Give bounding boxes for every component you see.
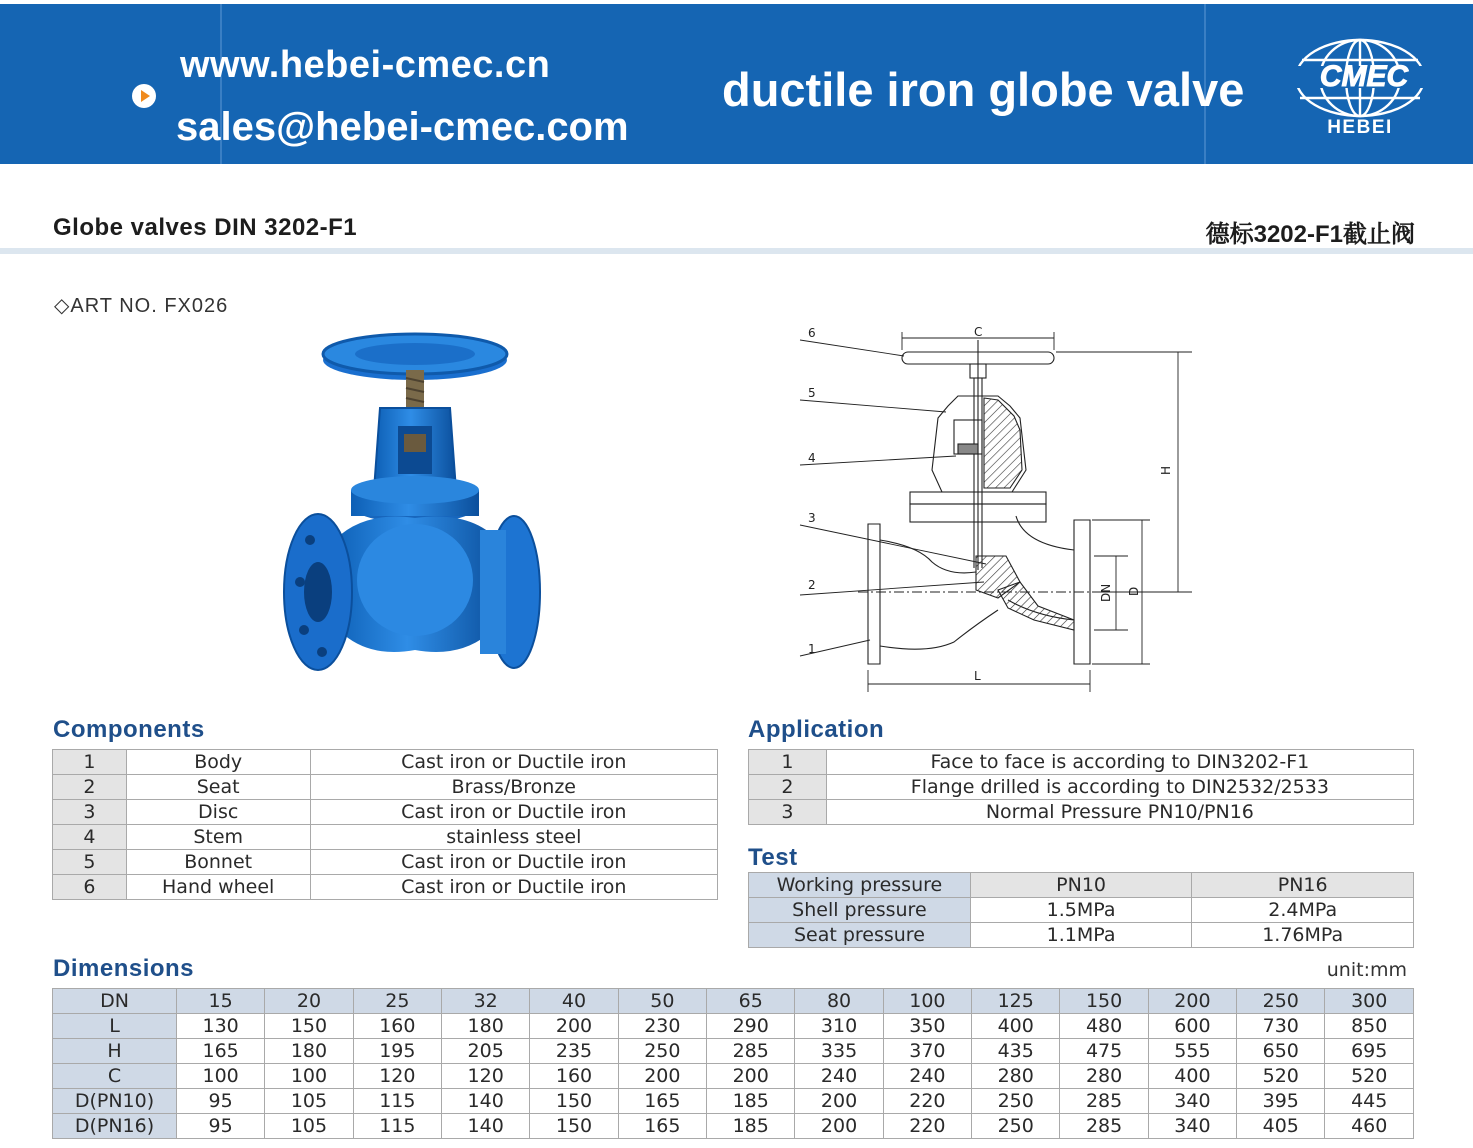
dimension-value-cell: 165 [618, 1089, 706, 1114]
product-title-en: Globe valves DIN 3202-F1 [53, 214, 358, 241]
dn-size-cell: 65 [707, 989, 795, 1014]
part-label-3: 3 [808, 511, 816, 525]
art-number: ◇ART NO. FX026 [54, 295, 229, 317]
table-row [749, 898, 1414, 923]
dim-label-h: H [1159, 465, 1173, 475]
table-row [53, 850, 718, 875]
dn-size-cell: 250 [1237, 989, 1325, 1014]
application-text: Face to face is according to DIN3202-F1 [826, 750, 1413, 775]
component-no: 3 [53, 800, 127, 825]
dim-label-c: C [974, 325, 983, 339]
test-value-cell: 1.5MPa [970, 898, 1192, 923]
dimension-value-cell: 150 [265, 1014, 353, 1039]
dimension-value-cell: 150 [530, 1114, 618, 1139]
dimension-value-cell: 200 [795, 1089, 883, 1114]
test-header-cell: PN10 [970, 873, 1192, 898]
dimension-value-cell: 195 [353, 1039, 441, 1064]
test-value-cell: 2.4MPa [1192, 898, 1414, 923]
dimension-value-cell: 200 [795, 1114, 883, 1139]
application-text: Flange drilled is according to DIN2532/2533 [826, 775, 1413, 800]
dimensions-table [52, 988, 1414, 1139]
component-material: stainless steel [310, 825, 717, 850]
dimension-value-cell: 650 [1237, 1039, 1325, 1064]
dimension-value-cell: 180 [265, 1039, 353, 1064]
dn-size-cell: 150 [1060, 989, 1148, 1014]
test-value-cell: 1.76MPa [1192, 923, 1414, 948]
table-row [53, 1014, 1414, 1039]
page-title: ductile iron globe valve [722, 63, 1245, 116]
part-label-2: 2 [808, 578, 816, 592]
dn-size-cell: 40 [530, 989, 618, 1014]
dn-size-cell: 80 [795, 989, 883, 1014]
dimension-row-label: D(PN16) [53, 1114, 177, 1139]
component-material: Cast iron or Ductile iron [310, 875, 717, 900]
component-material: Cast iron or Ductile iron [310, 850, 717, 875]
dimension-row-label: C [53, 1064, 177, 1089]
dimension-value-cell: 285 [707, 1039, 795, 1064]
dimension-value-cell: 105 [265, 1114, 353, 1139]
dn-size-cell: 200 [1148, 989, 1236, 1014]
test-table [748, 872, 1414, 948]
part-label-4: 4 [808, 451, 816, 465]
header-banner [0, 4, 1473, 164]
application-table [748, 749, 1414, 825]
dn-size-cell: 15 [176, 989, 264, 1014]
dimension-value-cell: 160 [530, 1064, 618, 1089]
dimension-value-cell: 140 [442, 1114, 530, 1139]
application-text: Normal Pressure PN10/PN16 [826, 800, 1413, 825]
table-row [53, 825, 718, 850]
dimension-value-cell: 285 [1060, 1114, 1148, 1139]
dimension-value-cell: 105 [265, 1089, 353, 1114]
dim-label-l: L [974, 669, 981, 683]
application-no: 3 [749, 800, 827, 825]
dimension-value-cell: 95 [176, 1089, 264, 1114]
component-part: Body [126, 750, 310, 775]
application-no: 2 [749, 775, 827, 800]
dimension-value-cell: 280 [1060, 1064, 1148, 1089]
dimension-value-cell: 400 [1148, 1064, 1236, 1089]
table-row [749, 923, 1414, 948]
dimension-value-cell: 165 [618, 1114, 706, 1139]
components-table [52, 749, 718, 900]
test-header-cell: Working pressure [749, 873, 971, 898]
dimension-value-cell: 695 [1325, 1039, 1414, 1064]
dimension-row-label: DN [53, 989, 177, 1014]
dimension-value-cell: 150 [530, 1089, 618, 1114]
dimension-value-cell: 250 [618, 1039, 706, 1064]
component-no: 6 [53, 875, 127, 900]
logo-subtext: HEBEI [1327, 117, 1393, 138]
part-label-1: 1 [808, 642, 816, 656]
dn-size-cell: 32 [442, 989, 530, 1014]
test-header-cell: PN16 [1192, 873, 1414, 898]
dimension-value-cell: 140 [442, 1089, 530, 1114]
dimension-value-cell: 200 [707, 1064, 795, 1089]
dimension-value-cell: 115 [353, 1089, 441, 1114]
part-label-6: 6 [808, 326, 816, 340]
dimension-value-cell: 115 [353, 1114, 441, 1139]
dimension-value-cell: 220 [883, 1114, 971, 1139]
dimension-value-cell: 100 [265, 1064, 353, 1089]
component-no: 1 [53, 750, 127, 775]
dimension-value-cell: 185 [707, 1114, 795, 1139]
table-row [53, 1039, 1414, 1064]
test-label-cell: Shell pressure [749, 898, 971, 923]
dim-label-d: D [1127, 586, 1141, 596]
dimension-value-cell: 340 [1148, 1089, 1236, 1114]
component-material: Brass/Bronze [310, 775, 717, 800]
component-no: 2 [53, 775, 127, 800]
dn-size-cell: 125 [972, 989, 1060, 1014]
dimension-value-cell: 120 [353, 1064, 441, 1089]
table-header-row [53, 989, 1414, 1014]
component-material: Cast iron or Ductile iron [310, 750, 717, 775]
dimension-value-cell: 370 [883, 1039, 971, 1064]
test-label-cell: Seat pressure [749, 923, 971, 948]
dn-size-cell: 20 [265, 989, 353, 1014]
play-icon[interactable] [132, 84, 156, 108]
dimension-value-cell: 555 [1148, 1039, 1236, 1064]
dimension-value-cell: 405 [1237, 1114, 1325, 1139]
dimension-row-label: L [53, 1014, 177, 1039]
table-row [53, 800, 718, 825]
dimension-value-cell: 220 [883, 1089, 971, 1114]
logo-text: CMEC [1319, 60, 1409, 93]
component-material: Cast iron or Ductile iron [310, 800, 717, 825]
component-part: Stem [126, 825, 310, 850]
website-link[interactable]: www.hebei-cmec.cn [180, 44, 551, 86]
dim-label-dn: DN [1099, 583, 1113, 602]
dimension-value-cell: 235 [530, 1039, 618, 1064]
product-title-cn: 德标3202-F1截止阀 [1205, 221, 1415, 248]
dimension-value-cell: 335 [795, 1039, 883, 1064]
table-row [749, 775, 1414, 800]
components-heading: Components [53, 716, 205, 743]
component-part: Disc [126, 800, 310, 825]
dimension-value-cell: 445 [1325, 1089, 1414, 1114]
table-row [53, 1064, 1414, 1089]
dn-size-cell: 50 [618, 989, 706, 1014]
email-link[interactable]: sales@hebei-cmec.com [176, 105, 629, 149]
dimension-value-cell: 120 [442, 1064, 530, 1089]
dimension-value-cell: 600 [1148, 1014, 1236, 1039]
dimension-value-cell: 280 [972, 1064, 1060, 1089]
dimension-value-cell: 340 [1148, 1114, 1236, 1139]
dimension-value-cell: 520 [1237, 1064, 1325, 1089]
section-divider [0, 248, 1473, 254]
dimension-value-cell: 350 [883, 1014, 971, 1039]
dimension-value-cell: 100 [176, 1064, 264, 1089]
dimension-value-cell: 475 [1060, 1039, 1148, 1064]
dn-size-cell: 300 [1325, 989, 1414, 1014]
dimension-value-cell: 165 [176, 1039, 264, 1064]
dimension-value-cell: 185 [707, 1089, 795, 1114]
dimension-value-cell: 285 [1060, 1089, 1148, 1114]
dimension-value-cell: 730 [1237, 1014, 1325, 1039]
dimension-value-cell: 520 [1325, 1064, 1414, 1089]
dimension-value-cell: 180 [442, 1014, 530, 1039]
table-row [53, 875, 718, 900]
unit-label: unit:mm [1326, 959, 1407, 981]
dimension-value-cell: 290 [707, 1014, 795, 1039]
table-row [53, 1089, 1414, 1114]
application-no: 1 [749, 750, 827, 775]
dimension-value-cell: 400 [972, 1014, 1060, 1039]
dimension-value-cell: 395 [1237, 1089, 1325, 1114]
dimension-value-cell: 250 [972, 1089, 1060, 1114]
table-row [53, 775, 718, 800]
test-value-cell: 1.1MPa [970, 923, 1192, 948]
dn-size-cell: 100 [883, 989, 971, 1014]
dimension-value-cell: 160 [353, 1014, 441, 1039]
dimension-value-cell: 850 [1325, 1014, 1414, 1039]
dimension-value-cell: 460 [1325, 1114, 1414, 1139]
dimension-row-label: H [53, 1039, 177, 1064]
application-heading: Application [748, 716, 885, 743]
dimension-value-cell: 480 [1060, 1014, 1148, 1039]
part-label-5: 5 [808, 386, 816, 400]
component-part: Seat [126, 775, 310, 800]
dimension-value-cell: 240 [883, 1064, 971, 1089]
dimension-value-cell: 230 [618, 1014, 706, 1039]
table-header-row [749, 873, 1414, 898]
test-heading: Test [748, 844, 798, 871]
component-no: 5 [53, 850, 127, 875]
dimension-value-cell: 95 [176, 1114, 264, 1139]
dimension-value-cell: 250 [972, 1114, 1060, 1139]
valve-photo [270, 330, 560, 700]
component-part: Hand wheel [126, 875, 310, 900]
table-row [749, 800, 1414, 825]
dimension-value-cell: 130 [176, 1014, 264, 1039]
dimension-value-cell: 435 [972, 1039, 1060, 1064]
cmec-globe-logo-icon [1280, 32, 1448, 140]
dimension-value-cell: 205 [442, 1039, 530, 1064]
table-row [53, 750, 718, 775]
dimension-value-cell: 240 [795, 1064, 883, 1089]
dimension-value-cell: 200 [618, 1064, 706, 1089]
dimension-value-cell: 200 [530, 1014, 618, 1039]
component-part: Bonnet [126, 850, 310, 875]
table-row [53, 1114, 1414, 1139]
dimension-row-label: D(PN10) [53, 1089, 177, 1114]
dimensions-heading: Dimensions [53, 955, 195, 982]
component-no: 4 [53, 825, 127, 850]
dimension-value-cell: 310 [795, 1014, 883, 1039]
cross-section-drawing [798, 320, 1208, 700]
dn-size-cell: 25 [353, 989, 441, 1014]
table-row [749, 750, 1414, 775]
